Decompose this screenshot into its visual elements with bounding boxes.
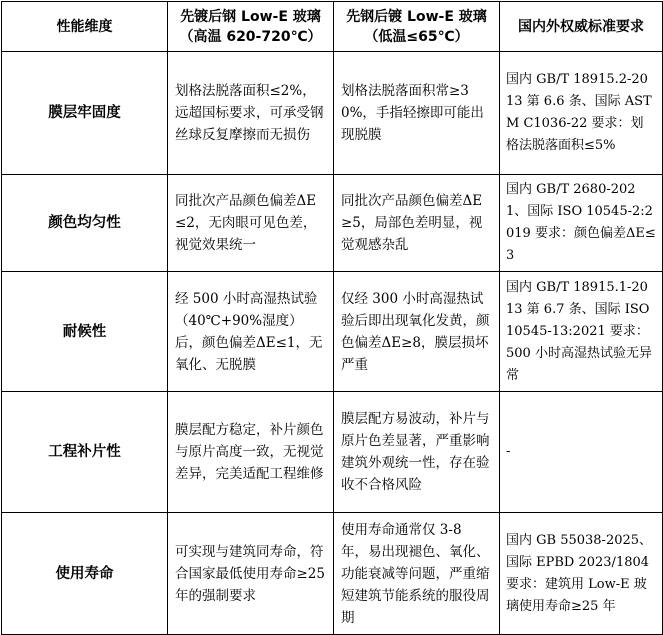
comparison-table [1,1,663,635]
header-pre-coat: 先镀后钢 Low-E 玻璃（高温 620-720℃） [168,2,334,52]
row-post-coat: 同批次产品颜色偏差ΔE≥5，局部色差明显，视觉观感杂乱 [334,175,500,272]
table-row [2,272,663,392]
row-dimension: 膜层牢固度 [2,52,168,175]
row-standard: - [500,392,663,513]
row-post-coat: 膜层配方易波动，补片与原片色差显著，严重影响建筑外观统一性，存在验收不合格风险 [334,392,500,513]
table-row [2,175,663,272]
row-pre-coat: 经 500 小时高湿热试验（40℃+90%湿度）后，颜色偏差ΔE≤1，无氧化、无脱膜 [168,272,334,392]
header-post-coat: 先钢后镀 Low-E 玻璃（低温≤65℃） [334,2,500,52]
row-pre-coat: 可实现与建筑同寿命，符合国家最低使用寿命≥25 年的强制要求 [168,513,334,635]
row-standard: 国内 GB/T 18915.2-2013 第 6.6 条、国际 ASTM C1036-22 要求：划格法脱落面积≤5% [500,52,663,175]
header-standard: 国内外权威标准要求 [500,2,663,52]
table-row [2,513,663,635]
table-row [2,52,663,175]
row-standard: 国内 GB/T 18915.1-2013 第 6.7 条、国际 ISO 10545-13:2021 要求：500 小时高湿热试验无异常 [500,272,663,392]
row-pre-coat: 划格法脱落面积≤2%，远超国标要求，可承受钢丝球反复摩擦而无损伤 [168,52,334,175]
row-dimension: 耐候性 [2,272,168,392]
row-post-coat: 仅经 300 小时高湿热试验后即出现氧化发黄，颜色偏差ΔE≥8，膜层损坏严重 [334,272,500,392]
row-standard: 国内 GB/T 2680-2021、国际 ISO 10545-2:2019 要求：颜色偏差ΔE≤3 [500,175,663,272]
header-row [2,2,663,52]
row-pre-coat: 同批次产品颜色偏差ΔE≤2，无肉眼可见色差，视觉效果统一 [168,175,334,272]
row-pre-coat: 膜层配方稳定，补片颜色与原片高度一致，无视觉差异，完美适配工程维修 [168,392,334,513]
row-dimension: 颜色均匀性 [2,175,168,272]
row-dimension: 使用寿命 [2,513,168,635]
row-post-coat: 划格法脱落面积常≥30%，手指轻擦即可能出现脱膜 [334,52,500,175]
header-dimension: 性能维度 [2,2,168,52]
table-row [2,392,663,513]
row-standard: 国内 GB 55038-2025、国际 EPBD 2023/1804 要求：建筑用 Low-E 玻璃使用寿命≥25 年 [500,513,663,635]
row-dimension: 工程补片性 [2,392,168,513]
row-post-coat: 使用寿命通常仅 3-8 年，易出现褪色、氧化、功能衰减等问题，严重缩短建筑节能系统的服役周期 [334,513,500,635]
